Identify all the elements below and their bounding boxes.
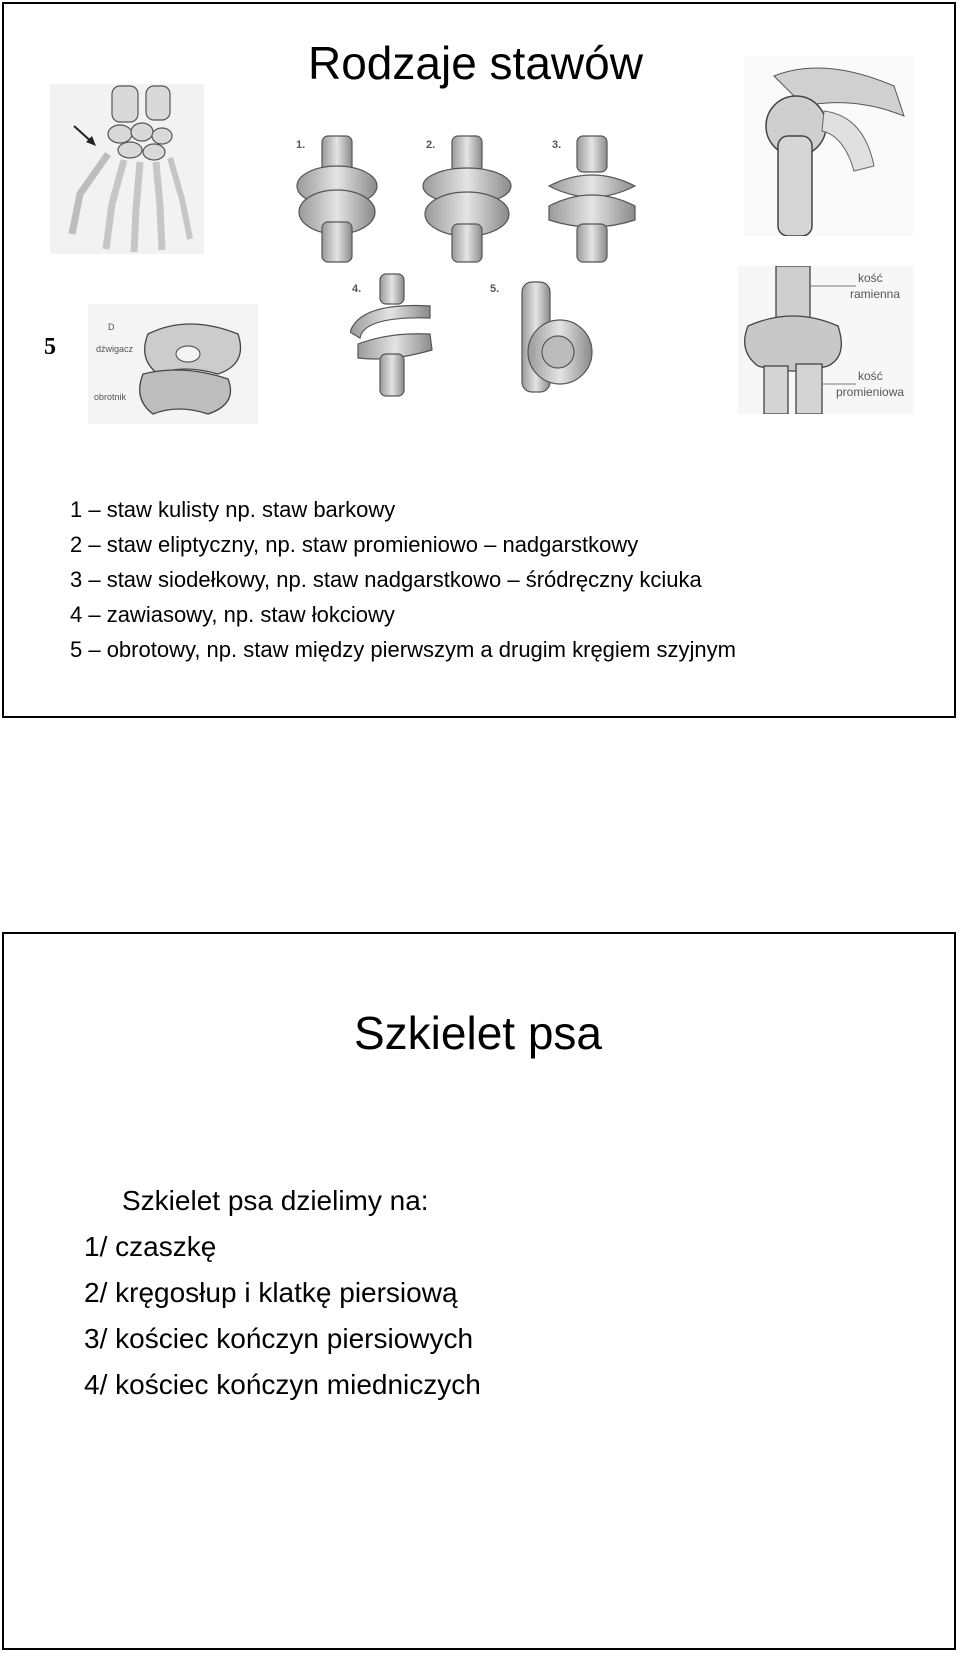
list-item: 2 – staw eliptyczny, np. staw promieniowo – nadgarstkowy	[70, 532, 639, 557]
slide-title: Rodzaje stawów	[308, 37, 643, 89]
elbow-label-ramienna: ramienna	[850, 287, 901, 301]
model-label-4: 4.	[352, 283, 362, 295]
figure-number-5: 5	[44, 334, 56, 360]
elbow-label-promieniowa: promieniowa	[836, 385, 905, 399]
list-item: 4/ kościec kończyn miedniczych	[84, 1369, 481, 1400]
list-item: 1 – staw kulisty np. staw barkowy	[70, 497, 396, 522]
slide-title: Szkielet psa	[354, 1007, 603, 1059]
skeleton-parts-list	[84, 1178, 481, 1408]
model-label-3: 3.	[552, 139, 562, 151]
list-item: 1/ czaszkę	[84, 1231, 217, 1262]
shoulder-joint-illustration	[744, 56, 914, 236]
elbow-label-kosc-1: kość	[858, 271, 883, 285]
model-label-5: 5.	[490, 283, 500, 295]
model-label-1: 1.	[296, 139, 306, 151]
joint-types-list	[70, 492, 736, 667]
list-item: 3/ kościec kończyn piersiowych	[84, 1323, 474, 1354]
list-item: 2/ kręgosłup i klatkę piersiową	[84, 1277, 458, 1308]
joint-models-bottom-row	[350, 272, 610, 402]
model-label-2: 2.	[426, 139, 436, 151]
slide-dog-skeleton	[2, 932, 956, 1650]
list-intro: Szkielet psa dzielimy na:	[122, 1185, 429, 1216]
list-item: 3 – staw siodełkowy, np. staw nadgarstkowo – śródręczny kciuka	[70, 567, 702, 592]
list-item: 4 – zawiasowy, np. staw łokciowy	[70, 602, 395, 627]
elbow-joint-illustration	[738, 266, 914, 414]
atlas-label-d: D	[108, 322, 115, 332]
atlas-label-dzwigacz: dźwigacz	[96, 344, 134, 354]
slide-joint-types	[2, 2, 956, 718]
hand-bones-illustration	[50, 84, 204, 254]
joint-models-top-row	[294, 134, 674, 274]
atlas-label-obrotnik: obrotnik	[94, 392, 127, 402]
list-item: 5 – obrotowy, np. staw między pierwszym a drugim kręgiem szyjnym	[70, 637, 736, 662]
atlas-axis-illustration	[88, 304, 258, 424]
elbow-label-kosc-2: kość	[858, 369, 883, 383]
